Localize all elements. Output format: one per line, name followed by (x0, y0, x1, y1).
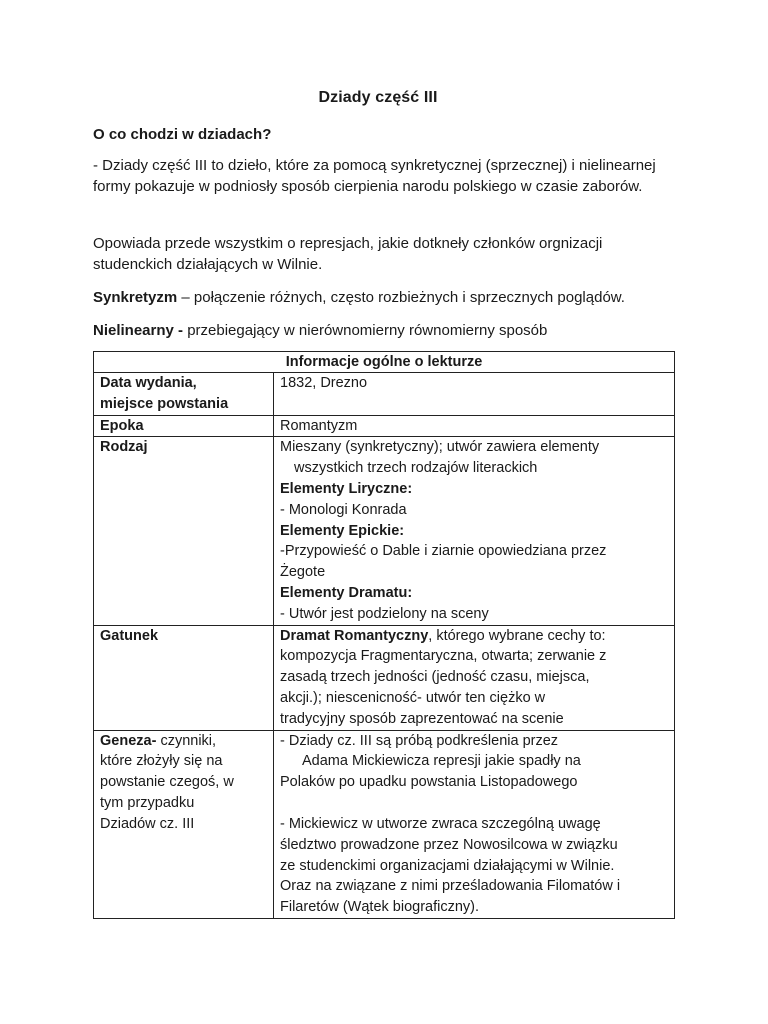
value-line: tradycyjny sposób zaprezentować na scenie (280, 710, 564, 727)
value-line: - Mickiewicz w utworze zwraca szczególną uwagę (280, 815, 601, 832)
value-line: Oraz na związane z nimi prześladowania Filomatów i (280, 878, 621, 895)
value-line: - Dziady cz. III są próbą podkreślenia przez (280, 732, 559, 749)
value-line: - Monologi Konrada (280, 501, 407, 518)
table-row (94, 730, 675, 918)
label-line: Dziadów cz. III (100, 815, 195, 832)
row-value-epoka: Romantyzm (274, 415, 675, 437)
table-row (94, 373, 675, 416)
info-table (93, 351, 675, 919)
label-line: Data wydania, (100, 375, 197, 391)
definition-term: Nielinearny - (93, 322, 188, 339)
row-label-gatunek: Gatunek (94, 625, 274, 730)
value-line: Mieszany (synkretyczny); utwór zawiera elementy (280, 439, 600, 456)
value-line: wszystkich trzech rodzajów literackich (294, 460, 538, 477)
label-line (100, 731, 267, 752)
table-row (94, 625, 675, 730)
value-subheading: Elementy Liryczne: (280, 480, 413, 497)
value-line: - Utwór jest podzielony na sceny (280, 605, 489, 622)
page-title: Dziady część III (318, 89, 438, 106)
row-label-epoka: Epoka (94, 415, 274, 437)
table-header-row (94, 352, 675, 373)
value-line: śledztwo prowadzone przez Nowosilcowa w związku (280, 836, 618, 853)
section-heading: O co chodzi w dziadach? (93, 126, 272, 143)
label-line: tym przypadku (100, 794, 195, 811)
row-label-rodzaj: Rodzaj (94, 437, 274, 625)
intro-paragraph: - Dziady część III to dzieło, które za pomocą synkretycznej (sprzecznej) i nielinearnej formy pokazuje w podniosły sposób cierpienia narodu polskiego w czasie zaborów. (93, 157, 656, 195)
row-value-data-wydania: 1832, Drezno (274, 373, 675, 416)
label-line: miejsce powstania (100, 395, 229, 412)
label-line: które złożyły się na (100, 753, 223, 770)
row-value-geneza (274, 730, 675, 918)
value-line: -Przypowieść o Dable i ziarnie opowiedziana przez (280, 543, 607, 560)
table-row (94, 415, 675, 437)
value-line: kompozycja Fragmentaryczna, otwarta; zerwanie z (280, 648, 607, 665)
value-spacer (280, 793, 668, 814)
definition-nielinearny (93, 320, 683, 341)
value-subheading: Elementy Dramatu: (280, 584, 413, 601)
value-line: Adama Mickiewicza represji jakie spadły na (302, 753, 581, 770)
genre-name: Dramat Romantyczny (280, 627, 429, 644)
definition-text: przebiegający w nierównomierny równomierny sposób (187, 322, 548, 339)
table-row (94, 437, 675, 625)
value-text: , którego wybrane cechy to: (428, 627, 606, 644)
row-label-geneza (94, 730, 274, 918)
label-term: Geneza- (100, 732, 157, 749)
row-value-rodzaj (274, 437, 675, 625)
value-line: Filaretów (Wątek biograficzny). (280, 899, 480, 916)
table-header: Informacje ogólne o lekturze (94, 352, 675, 373)
value-line: Polaków po upadku powstania Listopadowego (280, 774, 578, 791)
row-label-data-wydania (94, 373, 274, 416)
definition-synkretyzm (93, 287, 683, 308)
definition-term: Synkretyzm (93, 289, 178, 306)
definition-text: – połączenie różnych, często rozbieżnych i sprzecznych poglądów. (177, 289, 625, 306)
label-text: czynniki, (156, 732, 217, 749)
value-line: akcji.); niescenicność- utwór ten ciężko w (280, 689, 546, 706)
row-value-gatunek (274, 625, 675, 730)
value-line: zasadą trzech jedności (jedność czasu, miejsca, (280, 669, 590, 686)
value-line: Żegote (280, 564, 326, 581)
value-line: ze studenckimi organizacjami działającymi w Wilnie. (280, 857, 615, 874)
value-subheading: Elementy Epickie: (280, 522, 405, 539)
label-line: powstanie czegoś, w (100, 774, 234, 791)
value-line (280, 626, 668, 647)
summary-paragraph: Opowiada przede wszystkim o represjach, jakie dotkneły członków orgnizacji studenckich działających w Wilnie. (93, 235, 603, 273)
